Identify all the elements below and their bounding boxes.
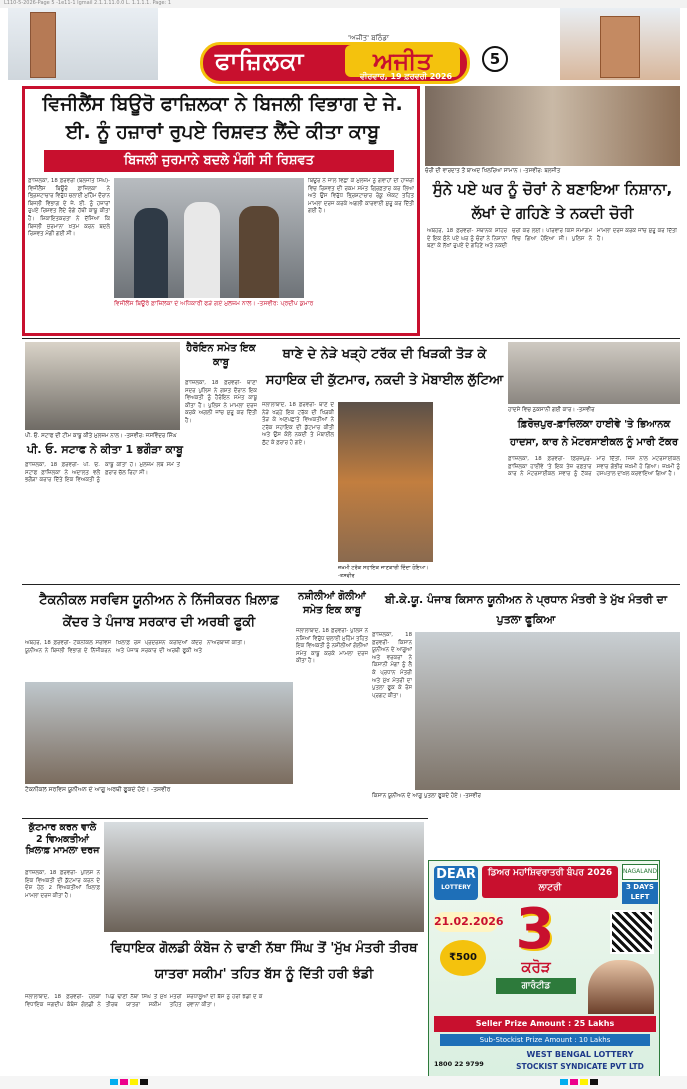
masthead-tagline: 'ਅਜੀਤ' ਬਠਿੰਡਾ [348,34,390,42]
lead-caption: ਵਿਜੀਲੈਂਸ ਬਿਊਰੋ ਫ਼ਾਜ਼ਿਲਕਾ ਦੇ ਅਧਿਕਾਰੀ ਫੜੇ ਗਏ ਮੁਲਜ਼ਮ ਨਾਲ। -ਤਸਵੀਰ: ਪ੍ਰਦੀਪ ਕੁਮਾਰ [114,300,314,307]
lead-headline: ਵਿਜੀਲੈਂਸ ਬਿਊਰੋ ਫਾਜ਼ਿਲਕਾ ਨੇ ਬਿਜਲੀ ਵਿਭਾਗ ਦੇ ਜੇ. ਈ. ਨੂੰ ਹਜ਼ਾਰਾਂ ਰੁਪਏ ਰਿਸ਼ਵਤ ਲੈਂਦੇ ਕੀਤਾ ਕਾਬੂ [42,93,403,143]
technical-caption: ਟੈਕਨੀਕਲ ਸਰਵਿਸ ਯੂਨੀਅਨ ਦੇ ਆਗੂ ਅਰਥੀ ਫੂਕਦੇ ਹੋਏ। -ਤਸਵੀਰ [25,786,171,793]
accident-headline: ਫ਼ਿਰੋਜ਼ਪੁਰ-ਫ਼ਾਜ਼ਿਲਕਾ ਹਾਈਵੇ 'ਤੇ ਭਿਆਨਕ ਹਾਦਸਾ, ਕਾਰ ਨੇ ਮੋਟਰਸਾਈਕਲ ਨੂੰ ਮਾਰੀ ਟੱਕਰ [509,419,679,448]
narcotics-body: ਜਲਾਲਾਬਾਦ, 18 ਫ਼ਰਵਰੀ- ਪੁਲਿਸ ਨੇ ਨਸ਼ਿਆਂ ਵਿਰੁੱਧ ਚਲਾਈ ਮੁਹਿੰਮ ਤਹਿਤ ਇਕ ਵਿਅਕਤੀ ਨੂੰ ਨਸ਼ੀਲੀਆਂ ਗੋਲੀਆਂ ਸਮੇਤ ਕਾਬੂ ਕਰਕੇ ਮਾਮਲਾ ਦਰਜ ਕੀਤਾ ਹੈ। [296,628,368,665]
masthead-date: ਵੀਰਵਾਰ, 19 ਫ਼ਰਵਰੀ 2026 [360,72,453,81]
ad-footer-2: STOCKIST SYNDICATE PVT LTD [516,1062,644,1071]
technical-headline: ਟੈਕਨੀਕਲ ਸਰਵਿਸ ਯੂਨੀਅਨ ਨੇ ਨਿੱਜੀਕਰਨ ਖ਼ਿਲਾਫ਼ ਕੇਂਦਰ ਤੇ ਪੰਜਾਬ ਸਰਕਾਰ ਦੀ ਅਰਥੀ ਫੂਕੀ [39,593,279,630]
ad-phone: 1800 22 9799 [434,1060,484,1068]
black-swatch [140,1079,148,1085]
accident-body: ਫ਼ਾਜ਼ਿਲਕਾ, 18 ਫ਼ਰਵਰੀ- ਫ਼ਿਰੋਜ਼ਪੁਰ-ਫ਼ਾਜ਼ਿਲਕਾ ਹਾਈਵੇ 'ਤੇ ਇਕ ਤੇਜ਼ ਰਫ਼ਤਾਰ ਕਾਰ ਨੇ ਮੋਟਰਸਾਈਕਲ ਸਵਾਰ ਨੂੰ ਟੱਕਰ ਮਾਰ ਦਿੱਤੀ, ਜਿਸ ਨਾਲ ਮੋਟਰਸਾਈਕਲ ਸਵਾਰ ਗੰਭੀਰ ਜ਼ਖ਼ਮੀ ਹੋ ਗਿਆ। ਜ਼ਖ਼ਮੀ ਨੂੰ ਹਸਪਤਾਲ ਦਾਖ਼ਲ ਕਰਵਾਇਆ ਗਿਆ ਹੈ। [508,456,680,478]
truck-caption: ਜ਼ਖ਼ਮੀ ਟਰੱਕ ਸਹਾਇਕ ਜਾਣਕਾਰੀ ਦਿੰਦਾ ਹੋਇਆ। -ਤਸਵੀਰ [338,565,430,578]
yatra-photo [104,822,424,932]
truck-headline: ਥਾਣੇ ਦੇ ਨੇੜੇ ਖੜ੍ਹੇ ਟਰੱਕ ਦੀ ਖਿੜਕੀ ਤੋੜ ਕੇ ਸਹਾਇਕ ਦੀ ਕੁੱਟਮਾਰ, ਨਕਦੀ ਤੇ ਮੋਬਾਈਲ ਲੁੱਟਿਆ [265,347,504,388]
fort-icon [600,16,640,78]
accident-caption: ਹਾਦਸੇ ਵਿਚ ਨੁਕਸਾਨੀ ਗਈ ਕਾਰ। -ਤਸਵੀਰ [508,407,595,413]
ad-substockist-prize: Sub-Stockist Prize Amount : 10 Lakhs [440,1034,650,1046]
yellow-swatch [130,1079,138,1085]
masthead-paper: ਅਜੀਤ [345,45,460,77]
divider [22,818,428,819]
page-number: 5 [482,46,508,72]
heroin-body: ਫ਼ਾਜ਼ਿਲਕਾ, 18 ਫ਼ਰਵਰੀ- ਥਾਣਾ ਸਦਰ ਪੁਲਿਸ ਨੇ ਗਸ਼ਤ ਦੌਰਾਨ ਇਕ ਵਿਅਕਤੀ ਨੂੰ ਹੈਰੋਇਨ ਸਮੇਤ ਕਾਬੂ ਕੀਤਾ ਹੈ। ਪੁਲਿਸ ਨੇ ਮਾਮਲਾ ਦਰਜ ਕਰਕੇ ਅਗਲੀ ਜਾਂਚ ਸ਼ੁਰੂ ਕਰ ਦਿੱਤੀ ਹੈ। [185,380,257,424]
masthead-city: ਫਾਜ਼ਿਲਕਾ [215,47,305,75]
theft-caption: ਚੋਰੀ ਦੀ ਵਾਰਦਾਤ ਤੋਂ ਬਾਅਦ ਖਿਲਰਿਆ ਸਾਮਾਨ। -ਤਸਵੀਰ: ਬਲਜੀਤ [425,168,561,174]
ad-prize-unit: ਕਰੋੜ [521,958,551,976]
ad-person-image [588,960,654,1014]
divider [22,584,680,585]
theft-photo [425,86,680,166]
print-info-strip: L110-5-2026-Page 5 -1e11-1 Igmail 2.1.1.11.0.0 L. 1.1.1.1. Page: 1 [0,0,687,8]
lead-body-2: ਬਿਊਰੋ ਨੇ ਜਾਲ ਵਿਛਾ ਕੇ ਮੁਲਜ਼ਮ ਨੂੰ ਗਵਾਹਾਂ ਦੀ ਹਾਜ਼ਰੀ ਵਿਚ ਰਿਸ਼ਵਤ ਦੀ ਰਕਮ ਸਮੇਤ ਗ੍ਰਿਫ਼ਤਾਰ ਕਰ ਲਿਆ ਅਤੇ ਉਸ ਵਿਰੁੱਧ ਭ੍ਰਿਸ਼ਟਾਚਾਰ ਰੋਕੂ ਐਕਟ ਤਹਿਤ ਮਾਮਲਾ ਦਰਜ ਕਰਕੇ ਅਗਲੀ ਕਾਰਵਾਈ ਸ਼ੁਰੂ ਕਰ ਦਿੱਤੀ ਗਈ ਹੈ। [308,178,414,215]
ad-days-left: 3 DAYS LEFT [622,882,658,904]
ad-prize-label: ਗਾਰੰਟੀਡ [496,978,576,994]
kisan-photo [415,632,680,790]
ad-seller-prize: Seller Prize Amount : 25 Lakhs [434,1016,656,1032]
ad-ticket-price: ₹500 [440,940,486,976]
assault-headline: ਕੁੱਟਮਾਰ ਕਰਨ ਵਾਲੇ 2 ਵਿਅਕਤੀਆਂ ਖ਼ਿਲਾਫ਼ ਮਾਮਲਾ ਦਰਜ [25,822,100,856]
ad-brand-box [434,866,478,900]
po-caption: ਪੀ. ਓ. ਸਟਾਫ ਦੀ ਟੀਮ ਕਾਬੂ ਕੀਤੇ ਮੁਲਜ਼ਮ ਨਾਲ। -ਤਸਵੀਰ: ਜਸਵਿੰਦਰ ਸਿੰਘ [25,433,177,439]
kisan-body: ਫ਼ਾਜ਼ਿਲਕਾ, 18 ਫ਼ਰਵਰੀ- ਕਿਸਾਨ ਯੂਨੀਅਨ ਦੇ ਆਗੂਆਂ ਅਤੇ ਵਰਕਰਾਂ ਨੇ ਕਿਸਾਨੀ ਮੰਗਾਂ ਨੂੰ ਲੈ ਕੇ ਪ੍ਰਧਾਨ ਮੰਤਰੀ ਅਤੇ ਮੁੱਖ ਮੰਤਰੀ ਦਾ ਪੁਤਲਾ ਫੂਕ ਕੇ ਰੋਸ ਪ੍ਰਗਟ ਕੀਤਾ। [372,632,412,699]
magenta-swatch [570,1079,578,1085]
accident-photo [508,342,680,404]
po-headline: ਪੀ. ਓ. ਸਟਾਫ ਨੇ ਕੀਤਾ 1 ਭਗੌੜਾ ਕਾਬੂ [27,443,183,456]
po-body: ਫ਼ਾਜ਼ਿਲਕਾ, 18 ਫ਼ਰਵਰੀ- ਪੀ. ਓ. ਸਟਾਫ ਫ਼ਾਜ਼ਿਲਕਾ ਨੇ ਅਦਾਲਤ ਵਲੋਂ ਭਗੌੜਾ ਕਰਾਰ ਦਿੱਤੇ ਇਕ ਵਿਅਕਤੀ ਨੂੰ ਕਾਬੂ ਕੀਤਾ ਹੈ। ਮੁਲਜ਼ਮ ਲੰਬੇ ਸਮੇਂ ਤੋਂ ਫ਼ਰਾਰ ਚੱਲ ਰਿਹਾ ਸੀ। [25,462,180,484]
yellow-swatch [580,1079,588,1085]
ad-title: ਡਿਅਰ ਮਹਾਂਸ਼ਿਵਰਾਤਰੀ ਬੰਪਰ 2026 ਲਾਟਰੀ [482,866,618,898]
kisan-headline: ਬੀ.ਕੇ.ਯੂ. ਪੰਜਾਬ ਕਿਸਾਨ ਯੂਨੀਅਨ ਨੇ ਪ੍ਰਧਾਨ ਮੰਤਰੀ ਤੇ ਮੁੱਖ ਮੰਤਰੀ ਦਾ ਪੁਤਲਾ ਫੂਕਿਆ [384,593,668,626]
truck-photo [338,402,433,562]
yatra-body: ਜਲਾਲਾਬਾਦ, 18 ਫ਼ਰਵਰੀ- ਹਲਕਾ ਵਿਧਾਇਕ ਜਗਦੀਪ ਕੰਬੋਜ ਗੋਲਡੀ ਨੇ ਪਿੰਡ ਢਾਣੀ ਨੱਥਾ ਸਿੰਘ ਤੋਂ ਮੁੱਖ ਮੰਤਰੀ ਤੀਰਥ ਯਾਤਰਾ ਸਕੀਮ ਤਹਿਤ ਸ਼ਰਧਾਲੂਆਂ ਦੀ ਬੱਸ ਨੂੰ ਹਰੀ ਝੰਡੀ ਦੇ ਕੇ ਰਵਾਨਾ ਕੀਤਾ। [25,994,263,1008]
assault-body: ਫ਼ਾਜ਼ਿਲਕਾ, 18 ਫ਼ਰਵਰੀ- ਪੁਲਿਸ ਨੇ ਇਕ ਵਿਅਕਤੀ ਦੀ ਕੁੱਟਮਾਰ ਕਰਨ ਦੇ ਦੋਸ਼ ਹੇਠ 2 ਵਿਅਕਤੀਆਂ ਖ਼ਿਲਾਫ਼ ਮਾਮਲਾ ਦਰਜ ਕੀਤਾ ਹੈ। [25,870,100,899]
clock-tower-icon [30,12,56,78]
qr-code-icon [610,910,654,954]
cyan-swatch [560,1079,568,1085]
truck-body: ਜਲਾਲਾਬਾਦ, 18 ਫ਼ਰਵਰੀ- ਥਾਣੇ ਦੇ ਨੇੜੇ ਖੜ੍ਹੇ ਇਕ ਟਰੱਕ ਦੀ ਖਿੜਕੀ ਤੋੜ ਕੇ ਅਣਪਛਾਤੇ ਵਿਅਕਤੀਆਂ ਨੇ ਟਰੱਕ ਸਹਾਇਕ ਦੀ ਕੁੱਟਮਾਰ ਕੀਤੀ ਅਤੇ ਉਸ ਕੋਲੋਂ ਨਕਦੀ ਤੇ ਮੋਬਾਈਲ ਲੁੱਟ ਕੇ ਫ਼ਰਾਰ ਹੋ ਗਏ। [262,402,334,446]
po-photo [25,342,180,430]
lead-subhead: ਬਿਜਲੀ ਜੁਰਮਾਨੇ ਬਦਲੇ ਮੰਗੀ ਸੀ ਰਿਸ਼ਵਤ [44,150,394,172]
technical-body: ਅਬੋਹਰ, 18 ਫ਼ਰਵਰੀ- ਟੈਕਨੀਕਲ ਸਰਵਿਸ ਯੂਨੀਅਨ ਨੇ ਬਿਜਲੀ ਵਿਭਾਗ ਦੇ ਨਿੱਜੀਕਰਨ ਖ਼ਿਲਾਫ਼ ਰੋਸ ਪ੍ਰਦਰਸ਼ਨ ਕਰਦਿਆਂ ਕੇਂਦਰ ਅਤੇ ਪੰਜਾਬ ਸਰਕਾਰ ਦੀ ਅਰਥੀ ਫੂਕੀ ਅਤੇ ਨਾਅਰੇਬਾਜ਼ੀ ਕੀਤੀ। [25,640,246,654]
ad-footer-1: WEST BENGAL LOTTERY [526,1050,634,1059]
lead-body: ਫ਼ਾਜ਼ਿਲਕਾ, 18 ਫ਼ਰਵਰੀ (ਬਲਜੀਤ ਸਿੰਘ)- ਵਿਜੀਲੈਂਸ ਬਿਊਰੋ ਫ਼ਾਜ਼ਿਲਕਾ ਨੇ ਭ੍ਰਿਸ਼ਟਾਚਾਰ ਵਿਰੁੱਧ ਚਲਾਈ ਮੁਹਿੰਮ ਦੌਰਾਨ ਬਿਜਲੀ ਵਿਭਾਗ ਦੇ ਜੇ. ਈ. ਨੂੰ ਹਜ਼ਾਰਾਂ ਰੁਪਏ ਰਿਸ਼ਵਤ ਲੈਂਦੇ ਰੰਗੇ ਹੱਥੀਂ ਕਾਬੂ ਕੀਤਾ ਹੈ। ਸ਼ਿਕਾਇਤਕਰਤਾ ਨੇ ਦੱਸਿਆ ਕਿ ਬਿਜਲੀ ਜੁਰਮਾਨਾ ਖ਼ਤਮ ਕਰਨ ਬਦਲੇ ਰਿਸ਼ਵਤ ਮੰਗੀ ਗਈ ਸੀ। [28,178,110,238]
ad-state-badge: NAGALAND [622,864,658,880]
narcotics-headline: ਨਸ਼ੀਲੀਆਂ ਗੋਲੀਆਂ ਸਮੇਤ ਇਕ ਕਾਬੂ [298,591,366,616]
ad-brand-sub: LOTTERY [441,884,471,891]
theft-body: ਅਬੋਹਰ, 18 ਫ਼ਰਵਰੀ- ਸਥਾਨਕ ਸ਼ਹਿਰ ਦੇ ਇਕ ਸੁੰਨੇ ਪਏ ਘਰ ਨੂੰ ਚੋਰਾਂ ਨੇ ਨਿਸ਼ਾਨਾ ਬਣਾ ਕੇ ਲੱਖਾਂ ਰੁਪਏ ਦੇ ਗਹਿਣੇ ਅਤੇ ਨਕਦੀ ਚੋਰੀ ਕਰ ਲਈ। ਪਰਿਵਾਰ ਕਿਸੇ ਸਮਾਗਮ ਵਿਚ ਗਿਆ ਹੋਇਆ ਸੀ। ਪੁਲਿਸ ਨੇ ਮਾਮਲਾ ਦਰਜ ਕਰਕੇ ਜਾਂਚ ਸ਼ੁਰੂ ਕਰ ਦਿੱਤੀ ਹੈ। [427,228,677,250]
ad-prize-number: 3 [515,897,555,962]
kisan-caption: ਕਿਸਾਨ ਯੂਨੀਅਨ ਦੇ ਆਗੂ ਪੁਤਲਾ ਫੂਕਦੇ ਹੋਏ। -ਤਸਵੀਰ [372,793,481,799]
lead-photo [114,178,304,298]
magenta-swatch [120,1079,128,1085]
divider [22,338,680,339]
theft-headline: ਸੁੰਨੇ ਪਏ ਘਰ ਨੂੰ ਚੋਰਾਂ ਨੇ ਬਣਾਇਆ ਨਿਸ਼ਾਨਾ, ਲੱਖਾਂ ਦੇ ਗਹਿਣੇ ਤੇ ਨਕਦੀ ਚੋਰੀ [432,180,673,222]
ad-draw-date: 21.02.2026 [434,912,498,932]
black-swatch [590,1079,598,1085]
cyan-swatch [110,1079,118,1085]
yatra-headline: ਵਿਧਾਇਕ ਗੋਲਡੀ ਕੰਬੋਜ ਨੇ ਢਾਣੀ ਨੱਥਾ ਸਿੰਘ ਤੋਂ 'ਮੁੱਖ ਮੰਤਰੀ ਤੀਰਥ ਯਾਤਰਾ ਸਕੀਮ' ਤਹਿਤ ਬੱਸ ਨੂੰ ਦਿੱਤੀ ਹਰੀ ਝੰਡੀ [110,941,418,982]
heroin-headline: ਹੈਰੋਇਨ ਸਮੇਤ ਇਕ ਕਾਬੂ [186,343,256,368]
technical-photo [25,682,293,784]
ad-brand: DEAR [436,867,476,882]
